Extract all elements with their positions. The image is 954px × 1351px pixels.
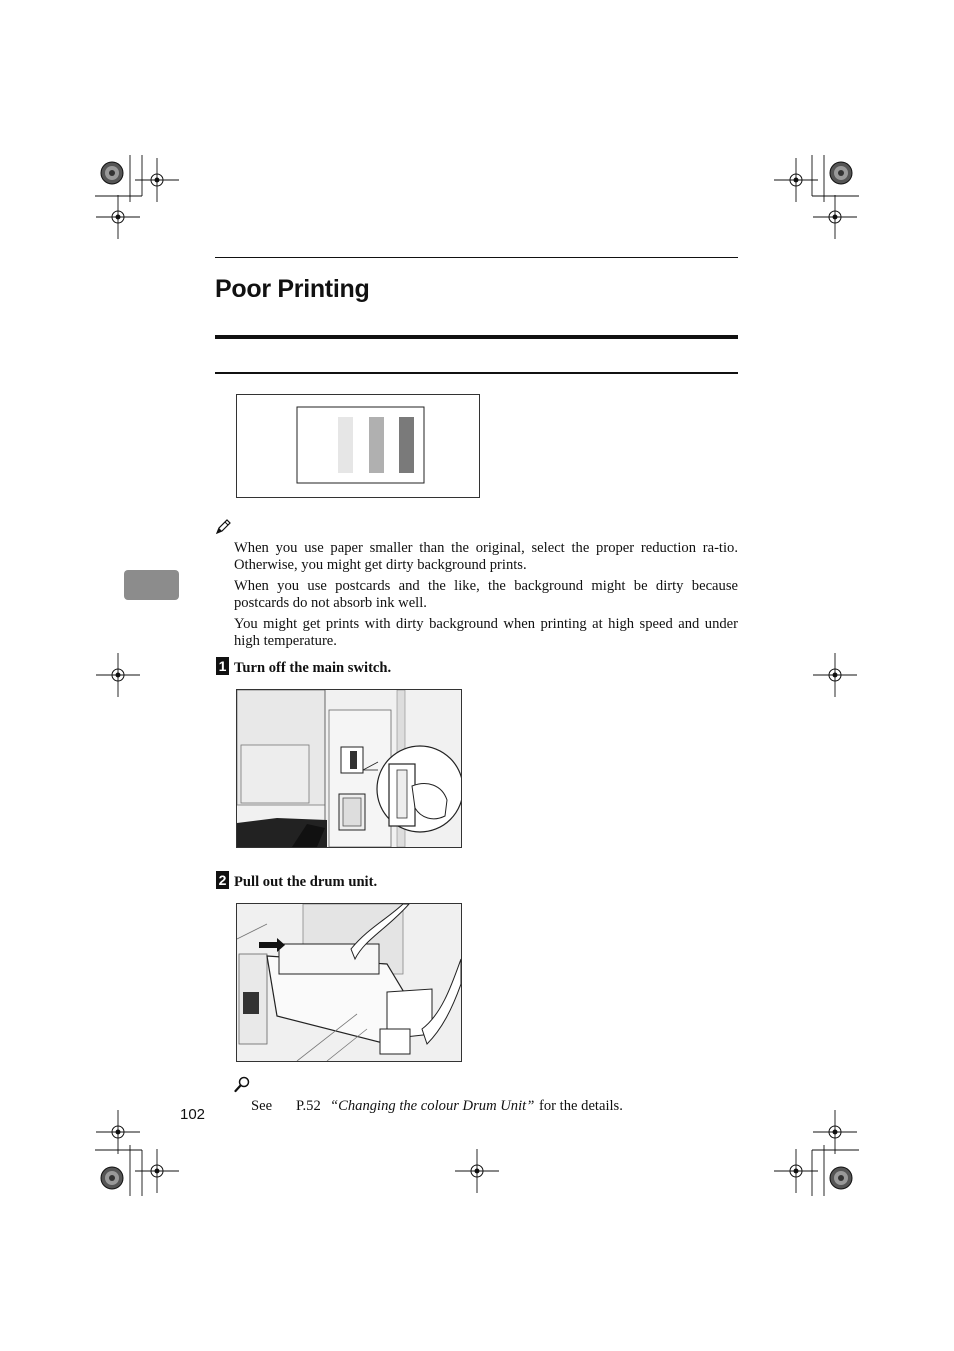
dirty-background-illustration [236, 394, 480, 498]
reference-tail: for the details. [539, 1098, 623, 1114]
pencil-icon [215, 519, 232, 535]
step-number-2: 2 [216, 871, 229, 889]
reference-link[interactable]: “Changing the colour Drum Unit” [330, 1098, 535, 1114]
header-rule-thin [215, 257, 738, 258]
drum-unit-illustration [236, 903, 462, 1062]
note-paragraph-1: When you use paper smaller than the original, select the proper reduction ra-tio. Otherwise, you might get dirty background prints. [234, 540, 738, 573]
step-number-1: 1 [216, 657, 229, 675]
reference-see: See [251, 1098, 273, 1114]
main-switch-illustration [236, 689, 462, 848]
note-paragraph-2: When you use postcards and the like, the background might be dirty because postcards do not absorb ink well. [234, 578, 738, 611]
step-label-1: Turn off the main switch. [234, 660, 392, 676]
reference-page: P.52 [296, 1098, 321, 1114]
page-title: Poor Printing [215, 275, 370, 303]
note-paragraph-3: You might get prints with dirty background when printing at high speed and under high temperature. [234, 616, 738, 649]
page-number: 102 [180, 1106, 206, 1123]
chapter-tab [124, 570, 179, 600]
step-label-2: Pull out the drum unit. [234, 874, 378, 890]
header-rule-thick [215, 335, 738, 339]
magnifier-icon [234, 1076, 251, 1093]
subsection-rule [215, 372, 738, 374]
